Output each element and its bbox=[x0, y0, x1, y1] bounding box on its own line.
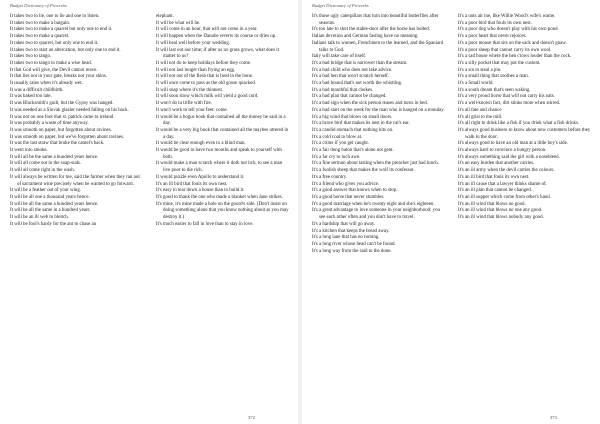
column-1 bbox=[312, 14, 446, 255]
proverb-entry: It's a small thing that soothes a man. bbox=[458, 74, 529, 80]
page-number: 373 bbox=[550, 415, 557, 420]
proverb-entry: It will last out our time; if after us no grass grows, what does it matter to us? bbox=[156, 47, 279, 60]
running-head: Budget Dictionary of Proverbs bbox=[312, 3, 369, 8]
proverb-entry: It's a bad bridge that is narrower than the stream. bbox=[312, 60, 408, 66]
proverb-entry: It will be all the same in a hundred years. bbox=[10, 208, 91, 214]
proverb-entry: It's a bad hound that's not worth the whistling. bbox=[312, 81, 403, 87]
proverb-entry: It will all come out in the soap-suds. bbox=[10, 161, 82, 167]
proverb-entry: It will come in an hour, that will not come in a year. bbox=[156, 27, 258, 33]
proverb-entry: It's a nuts air ine, like Willie Wood's wife's wame. bbox=[458, 14, 556, 19]
proverb-entry: It's easy to tear down a house than to build it. bbox=[156, 188, 245, 194]
running-head: Budget Dictionary of Proverbs bbox=[10, 3, 67, 8]
proverb-entry: It's a long way from the said to the done. bbox=[312, 248, 392, 254]
proverb-entry: It would make a man scratch where it doth not itch, to see a man live poor to die rich. bbox=[156, 161, 283, 174]
proverb-entry: It's a poor bird that fouls its own nest. bbox=[458, 20, 532, 26]
proverb-entry: It will soon show which milk will yield a good curd. bbox=[156, 94, 259, 100]
proverb-entry: It would be good to have two mouths and speak to yourself with both. bbox=[156, 148, 282, 160]
page-number: 372 bbox=[248, 415, 255, 420]
proverb-entry: It's a candid stomach that nothing hits on. bbox=[312, 127, 394, 133]
proverb-entry: It was not on one foot that st. patrick came to ireland. bbox=[10, 114, 115, 120]
proverb-entry: It won't do to trifle with fire. bbox=[156, 101, 212, 107]
proverb-entry: It's a friend who gives you advice. bbox=[312, 181, 380, 187]
proverb-entry: Italy will take care of itself. bbox=[312, 54, 367, 60]
proverb-entry: It's a crime if you get caught. bbox=[312, 141, 369, 147]
proverb-entry: It's much easier to fall in love than to stay in love. bbox=[156, 221, 254, 227]
proverb-entry: It's a poor dog who doesn't play with his own pond. bbox=[458, 27, 559, 33]
proverb-entry: It will all be the same a hundred years hence. bbox=[10, 154, 99, 160]
proverb-entry: It was baked too late. bbox=[10, 94, 52, 100]
proverb-entry: It's a very proud horse that will not carry his oats. bbox=[458, 94, 555, 100]
proverb-entry: It's a silly pocket that may put the custom. bbox=[458, 60, 541, 66]
proverb-entry: It was the last straw that broke the camel's back. bbox=[10, 141, 105, 147]
right-page bbox=[302, 0, 600, 424]
proverb-entry: It's all grist to the mill. bbox=[458, 114, 503, 120]
column-2 bbox=[156, 14, 290, 229]
proverb-entry: It will always be written for me, said the farmer when they ran out of sacrament wine precisely when he wanted to go forward. bbox=[10, 174, 140, 187]
proverb-entry: It will not out of the flesh that is bred in the bone. bbox=[156, 74, 254, 80]
proverb-entry: It's a long river whose head can't be found. bbox=[312, 241, 396, 247]
proverb-entry: It takes two to tango. bbox=[10, 54, 52, 60]
proverb-entry: It's a bad start on the week for the man who is hanged on a monday. bbox=[312, 107, 445, 113]
proverb-entry: It's an easy burden that another carries. bbox=[458, 161, 535, 167]
proverb-entry: It will once come to pass as the old goose quacked. bbox=[156, 81, 257, 87]
proverb-entry: It's a kitchen that keeps the bread away. bbox=[312, 228, 390, 234]
proverb-entry: It that God will give, the Devil cannot reave. bbox=[10, 67, 98, 73]
proverb-entry: It will be fool's hardy for the ant to chase an bbox=[10, 221, 97, 227]
proverb-entry: It's a cold coal to blow at. bbox=[312, 134, 363, 140]
proverb-entry: elephant. bbox=[156, 14, 174, 19]
proverb-entry: It's an ill army when the devil carries the colours. bbox=[458, 168, 555, 174]
proverb-entry: It will be an ill web to bleitch. bbox=[10, 215, 69, 221]
proverb-entry: It will heal well before your wedding. bbox=[156, 40, 231, 46]
proverb-entry: It's always something said the girl with a nosebleed. bbox=[458, 154, 560, 160]
proverb-entry: It's a good answer that knows when to stop. bbox=[312, 188, 398, 194]
proverb-entry: It would be clear enough even to a blind man. bbox=[156, 141, 246, 147]
proverb-entry: It will be all the same a hundred years hence. bbox=[10, 201, 99, 207]
proverb-entry: It's a Small world. bbox=[458, 81, 494, 87]
text-columns bbox=[10, 14, 293, 412]
proverb-entry: It will be what will be. bbox=[156, 20, 201, 26]
proverb-entry: It's an ill bird that fouls its own nest. bbox=[156, 181, 228, 187]
proverb-entry: It's a sad house where the hen crows louder than the cock. bbox=[458, 54, 572, 60]
proverb-entry: It's a sin to steal a pin. bbox=[458, 67, 502, 73]
proverb-entry: Italians talk to women, Frenchmen to the learned, and the Spaniard talks to God. bbox=[312, 40, 444, 53]
proverb-entry: It that lies not in your gate, breaks not your shins. bbox=[10, 74, 107, 80]
proverb-entry: It takes two to make a quarrel but only one to end it. bbox=[10, 27, 113, 33]
proverb-entry: It's a fair dung baton that's alone not gent. bbox=[312, 148, 394, 154]
proverb-entry: It was Blacksmith's guilt, but the Gypsy was hanged. bbox=[10, 101, 114, 107]
proverb-entry: It's a bad sign when the sick person teases and turns in bed. bbox=[312, 101, 428, 107]
proverb-entry: It's a well-known fact, dirt stinks more when stirred. bbox=[458, 101, 561, 107]
proverb-entry: It's a big wind that blows on small doors. bbox=[312, 114, 393, 120]
proverb-entry: It won't work to tell your feet: come. bbox=[156, 107, 228, 113]
proverb-entry: It will happen when the Danube reverts its course or dries up. bbox=[156, 34, 277, 40]
proverb-entry: It's a poor sheep that cannot carry its own wool. bbox=[458, 47, 552, 53]
proverb-entry: It's all right to drink like a fish if you drink what a fish drinks. bbox=[458, 121, 580, 127]
proverb-entry: It was a difficult childbirth. bbox=[10, 87, 64, 93]
proverb-entry: It's a bad child who does not take advice. bbox=[312, 67, 393, 73]
proverb-entry: It's those ugly caterpillars that turn into beautiful butterflies after seasons. bbox=[312, 14, 439, 26]
proverb-entry: It went into smoke. bbox=[10, 148, 48, 154]
proverb-entry: It will snap where it's the thinnest. bbox=[156, 87, 224, 93]
proverb-entry: It's a foolish sheep that makes the wolf its confessor. bbox=[312, 168, 415, 174]
proverb-entry: It's a poor heart that never rejoices. bbox=[458, 34, 527, 40]
proverb-entry: It's a long lane that has no turning. bbox=[312, 235, 380, 241]
proverb-entry: It's an ill supper which come from other's hand. bbox=[458, 194, 551, 200]
proverb-entry: It's mine, it's mine made a hole on the gourd's side. (Don't insist on doing something alone that you know nothing about as you may destroy it.) bbox=[156, 201, 289, 221]
proverb-entry: It takes two to lie, one to lie and one to listen. bbox=[10, 14, 100, 19]
proverb-entry: It's an ill wind that blows no one any good. bbox=[458, 208, 543, 214]
proverb-entry: It's always good to have an old man at a little boy's side. bbox=[458, 141, 569, 147]
proverb-entry: It takes two to make a bargain. bbox=[10, 20, 71, 26]
proverb-entry: It would be a very big book that contained all the maybes uttered in a day. bbox=[156, 127, 289, 140]
text-columns bbox=[312, 14, 595, 412]
proverb-entry: It's too late to shut the stable-door after the horse has bolted. bbox=[312, 27, 430, 33]
proverb-entry: It was probably a waste of time anyway. bbox=[10, 121, 89, 127]
proverb-entry: It would be a bogus book that contained all the money be said in a day. bbox=[156, 114, 286, 127]
proverb-entry: It was needed as a Slovak glazier needed falling on his back. bbox=[10, 107, 129, 113]
proverb-entry: It will be a feather out of your wing. bbox=[10, 188, 82, 194]
proverb-entry: It's a good horse that never stumbles. bbox=[312, 194, 385, 200]
proverb-entry: It's a free country. bbox=[312, 174, 348, 180]
proverb-entry: It's a bad mouthful that chokes. bbox=[312, 87, 374, 93]
proverb-entry: It's a poor mouse that sits on the sack and doesn't gnaw. bbox=[458, 40, 567, 46]
proverb-entry: It's an ill wind that blows nobody any good. bbox=[458, 215, 544, 221]
proverb-entry: It's a brave bird that makes its nest in the cat's ear. bbox=[312, 121, 410, 127]
proverb-entry: It takes two to quarrel, but only one to end it. bbox=[10, 40, 99, 46]
proverb-entry: It's an ill bird that fouls its own nest. bbox=[458, 174, 530, 180]
proverb-entry: It's a great advantage to love someone in your neighborhood: you see each other often and you don't have to travel. bbox=[312, 208, 441, 221]
proverb-entry: It's a far cry to loch awe. bbox=[312, 154, 361, 160]
proverb-entry: It's an ill cause that a lawyer thinks shame of. bbox=[458, 181, 547, 187]
proverb-entry: It's a hardship that will go away. bbox=[312, 221, 376, 227]
proverb-entry: It's an ill plan that cannot be changed. bbox=[458, 188, 532, 194]
proverb-entry: It's all fate and chance bbox=[458, 107, 502, 113]
column-2 bbox=[458, 14, 592, 222]
proverb-entry: It will all come right in the wash. bbox=[10, 168, 75, 174]
proverb-entry: It's a good marriage when he's twenty eight and she's eighteen. bbox=[312, 201, 435, 207]
proverb-entry: Italian devotion and German fasting have no meaning. bbox=[312, 34, 419, 40]
left-page bbox=[0, 0, 298, 424]
proverb-entry: It will be all one a thousand years hence. bbox=[10, 194, 90, 200]
proverb-entry: It's always hard to convince a hungry person. bbox=[458, 148, 547, 154]
proverb-entry: It will not do to keep holidays before they come. bbox=[156, 60, 252, 66]
proverb-entry: It's a south dream that's seen waking. bbox=[458, 87, 531, 93]
proverb-entry: It takes two to start an altercation, but only one to end it. bbox=[10, 47, 121, 53]
proverb-entry: It's an ill wind that blows no good. bbox=[458, 201, 526, 207]
proverb-entry: It was smooth on paper, but we've forgotten about ravines. bbox=[10, 134, 125, 140]
proverb-entry: It takes two to make a quarrel. bbox=[10, 34, 70, 40]
proverb-entry: It was smooth on paper, but forgotten about ravines. bbox=[10, 127, 112, 133]
proverb-entry: It usually rains when it's already wet. bbox=[10, 81, 83, 87]
proverb-entry: It's good to thank the one who made a blanket when Jane strikes. bbox=[156, 194, 283, 200]
proverb-entry: It's always good business to know about new customers before they walk in the door. bbox=[458, 127, 591, 140]
proverb-entry: It's a bad hen that won't scratch herself. bbox=[312, 74, 389, 80]
proverb-entry: It takes two to tango to make a wise head. bbox=[10, 60, 93, 66]
proverb-entry: It's a bad plan that cannot be changed. bbox=[312, 94, 387, 100]
column-1 bbox=[10, 14, 144, 229]
proverb-entry: It would puzzle even Apollo to understand it. bbox=[156, 174, 245, 180]
proverb-entry: It will not last longer than frying an egg. bbox=[156, 67, 236, 73]
proverb-entry: It's a fine sermon about tasting when the preacher just had lunch. bbox=[312, 161, 439, 167]
